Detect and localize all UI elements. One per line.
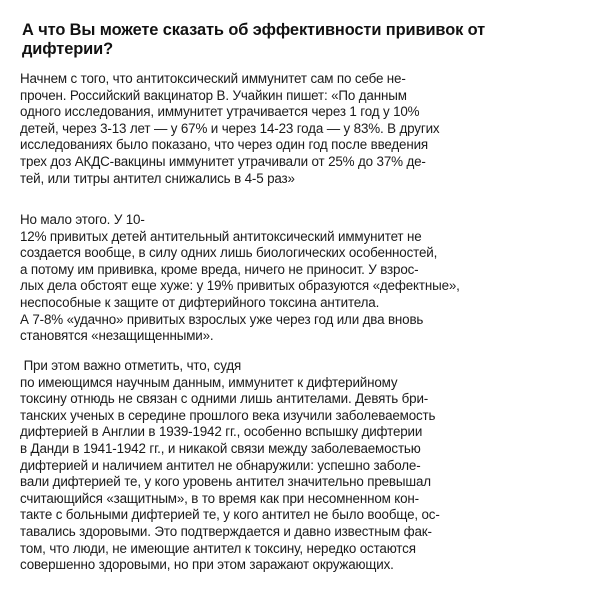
- heading-line: А что Вы можете сказать об эффективности прививок от: [22, 21, 486, 39]
- text-line: токсину отнюдь не связан с одними лишь антителами. Девять бри-: [20, 391, 429, 407]
- text-line: тей, или титры антител снижались в 4-5 раз»: [20, 170, 295, 186]
- text-line: дифтерией в Англии в 1939-1942 гг., особенно вспышку дифтерии: [20, 424, 423, 440]
- text-line: лых дела обстоят еще хуже: у 19% привитых образуются «дефектные»,: [20, 278, 460, 294]
- text-line: трех доз АКДС-вакцины иммунитет утрачивали от 25% до 37% де-: [20, 153, 426, 169]
- text-line: прочен. Российский вакцинатор В. Учайкин пишет: «По данным: [20, 87, 407, 103]
- paragraph-immunity-instability: [20, 71, 590, 187]
- text-line: дифтерией и наличием антител не обнаружили: успешно заболе-: [20, 457, 421, 473]
- text-line: считающийся «защитным», в то время как при несомненном кон-: [20, 490, 419, 506]
- text-line: исследованиях было показано, что через один год после введения: [20, 137, 429, 153]
- paragraph-british-study: [20, 358, 590, 574]
- text-line: одного исследования, иммунитет утрачивается через 1 год у 10%: [20, 104, 420, 120]
- text-line: неспособные к защите от дифтерийного токсина антитела.: [20, 294, 380, 310]
- text-line: а потому им прививка, кроме вреда, ничего не приносит. У взрос-: [20, 261, 419, 277]
- paragraph-non-responders: [20, 212, 590, 345]
- text-line: Но мало этого. У 10-: [20, 212, 145, 227]
- text-line: Начнем с того, что антитоксический иммунитет сам по себе не-: [20, 71, 406, 86]
- text-line: вали дифтерией те, у кого уровень антител значительно превышал: [20, 474, 431, 490]
- text-line: совершенно здоровыми, но при этом заражают окружающих.: [20, 557, 394, 573]
- heading-line: дифтерии?: [22, 40, 114, 58]
- text-line: тавались здоровыми. Это подтверждается и давно известным фак-: [20, 523, 432, 539]
- question-heading: [22, 21, 582, 59]
- text-line: При этом важно отметить, что, судя: [20, 358, 242, 373]
- text-line: 12% привитых детей антительный антитоксический иммунитет не: [20, 228, 422, 244]
- text-line: такте с больными дифтерией те, у кого антител не было вообще, ос-: [20, 507, 440, 523]
- text-line: создается вообще, в силу одних лишь биологических особенностей,: [20, 245, 438, 261]
- text-line: том, что люди, не имеющие антител к токсину, нередко остаются: [20, 540, 416, 556]
- text-line: становятся «незащищенными».: [20, 328, 214, 344]
- text-line: в Данди в 1941-1942 гг., и никакой связи между заболеваемостью: [20, 440, 421, 456]
- text-line: детей, через 3-13 лет — у 67% и через 14-23 года — у 83%. В других: [20, 120, 440, 136]
- text-line: по имеющимся научным данным, иммунитет к дифтерийному: [20, 374, 398, 390]
- text-line: А 7-8% «удачно» привитых взрослых уже через год или два вновь: [20, 311, 424, 327]
- text-line: танских ученых в середине прошлого века изучили заболеваемость: [20, 407, 436, 423]
